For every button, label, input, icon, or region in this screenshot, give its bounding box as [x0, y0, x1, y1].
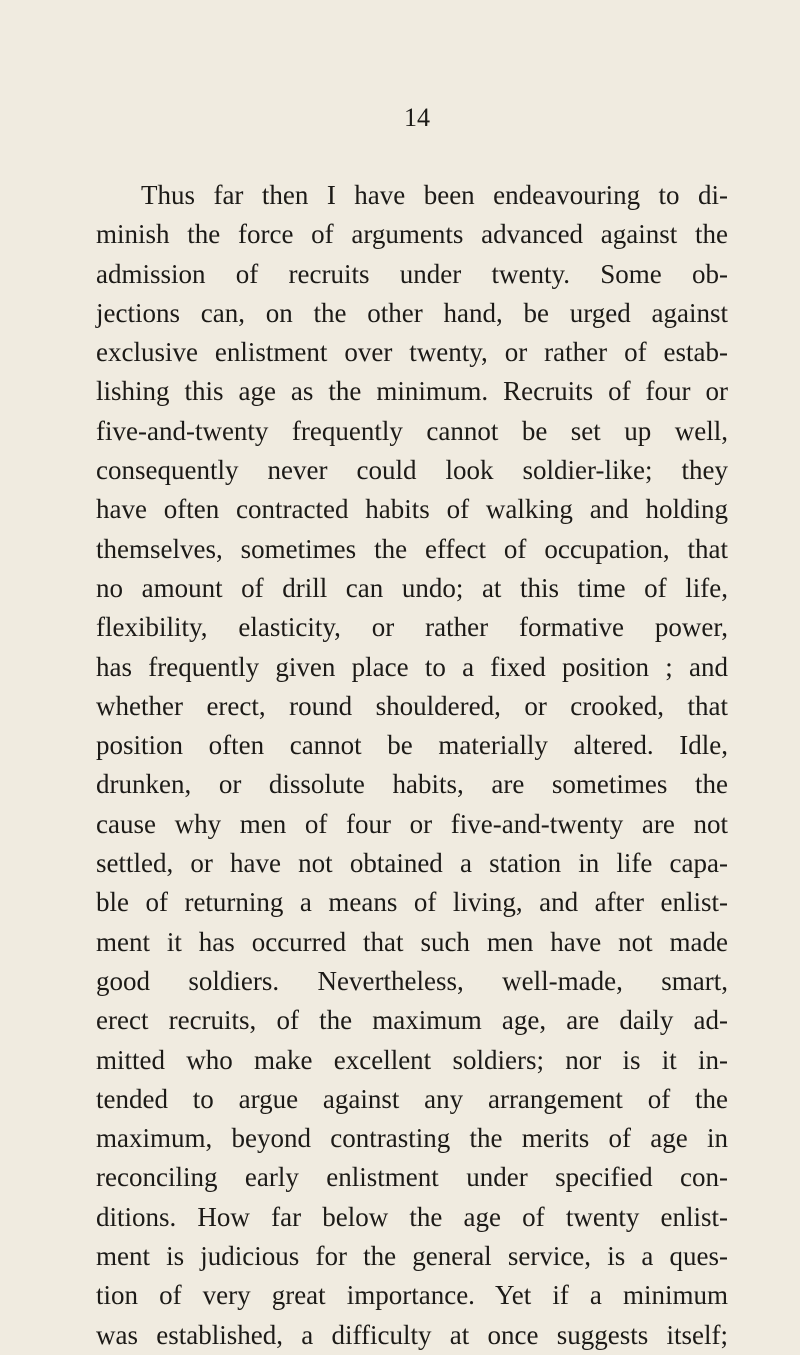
text-line: has frequently given place to a fixed position ; and: [96, 651, 728, 682]
text-line: mitted who make excellent soldiers; nor is it in-: [96, 1044, 728, 1075]
text-line: ble of returning a means of living, and after enlist-: [96, 887, 728, 918]
text-line: good soldiers. Nevertheless, well-made, smart,: [96, 965, 728, 996]
text-line: themselves, sometimes the effect of occupation, that: [96, 533, 728, 564]
page-number: 14: [404, 103, 430, 132]
text-line: exclusive enlistment over twenty, or rather of estab-: [96, 337, 728, 368]
text-line: settled, or have not obtained a station in life capa-: [96, 848, 728, 879]
text-line: ment is judicious for the general service, is a ques-: [96, 1241, 728, 1272]
text-line: position often cannot be materially altered. Idle,: [96, 730, 728, 761]
text-line: ment it has occurred that such men have not made: [96, 926, 728, 957]
text-line: flexibility, elasticity, or rather formative power,: [96, 612, 728, 643]
text-line: tended to argue against any arrangement of the: [96, 1083, 728, 1114]
text-line: whether erect, round shouldered, or crooked, that: [96, 690, 728, 721]
text-line: was established, a difficulty at once suggests itself;: [96, 1319, 728, 1350]
text-line: cause why men of four or five-and-twenty are not: [96, 808, 728, 839]
text-line: jections can, on the other hand, be urged against: [96, 297, 728, 328]
text-line: consequently never could look soldier-like; they: [96, 455, 728, 486]
text-line: no amount of drill can undo; at this time of life,: [96, 572, 728, 603]
text-line: Thus far then I have been endeavouring to di-: [141, 180, 728, 210]
paragraph: [96, 176, 728, 1355]
text-line: ditions. How far below the age of twenty enlist-: [96, 1201, 728, 1232]
text-line: tion of very great importance. Yet if a minimum: [96, 1280, 728, 1311]
text-line: admission of recruits under twenty. Some ob-: [96, 258, 728, 289]
text-line: erect recruits, of the maximum age, are daily ad-: [96, 1005, 728, 1036]
text-line: five-and-twenty frequently cannot be set up well,: [96, 415, 728, 446]
text-line: drunken, or dissolute habits, are sometimes the: [96, 769, 728, 800]
text-line: maximum, beyond contrasting the merits of age in: [96, 1123, 728, 1154]
text-line: minish the force of arguments advanced against the: [96, 219, 728, 250]
text-line: have often contracted habits of walking and holding: [96, 494, 728, 525]
text-line: reconciling early enlistment under specified con-: [96, 1162, 728, 1193]
text-line: lishing this age as the minimum. Recruits of four or: [96, 376, 728, 407]
